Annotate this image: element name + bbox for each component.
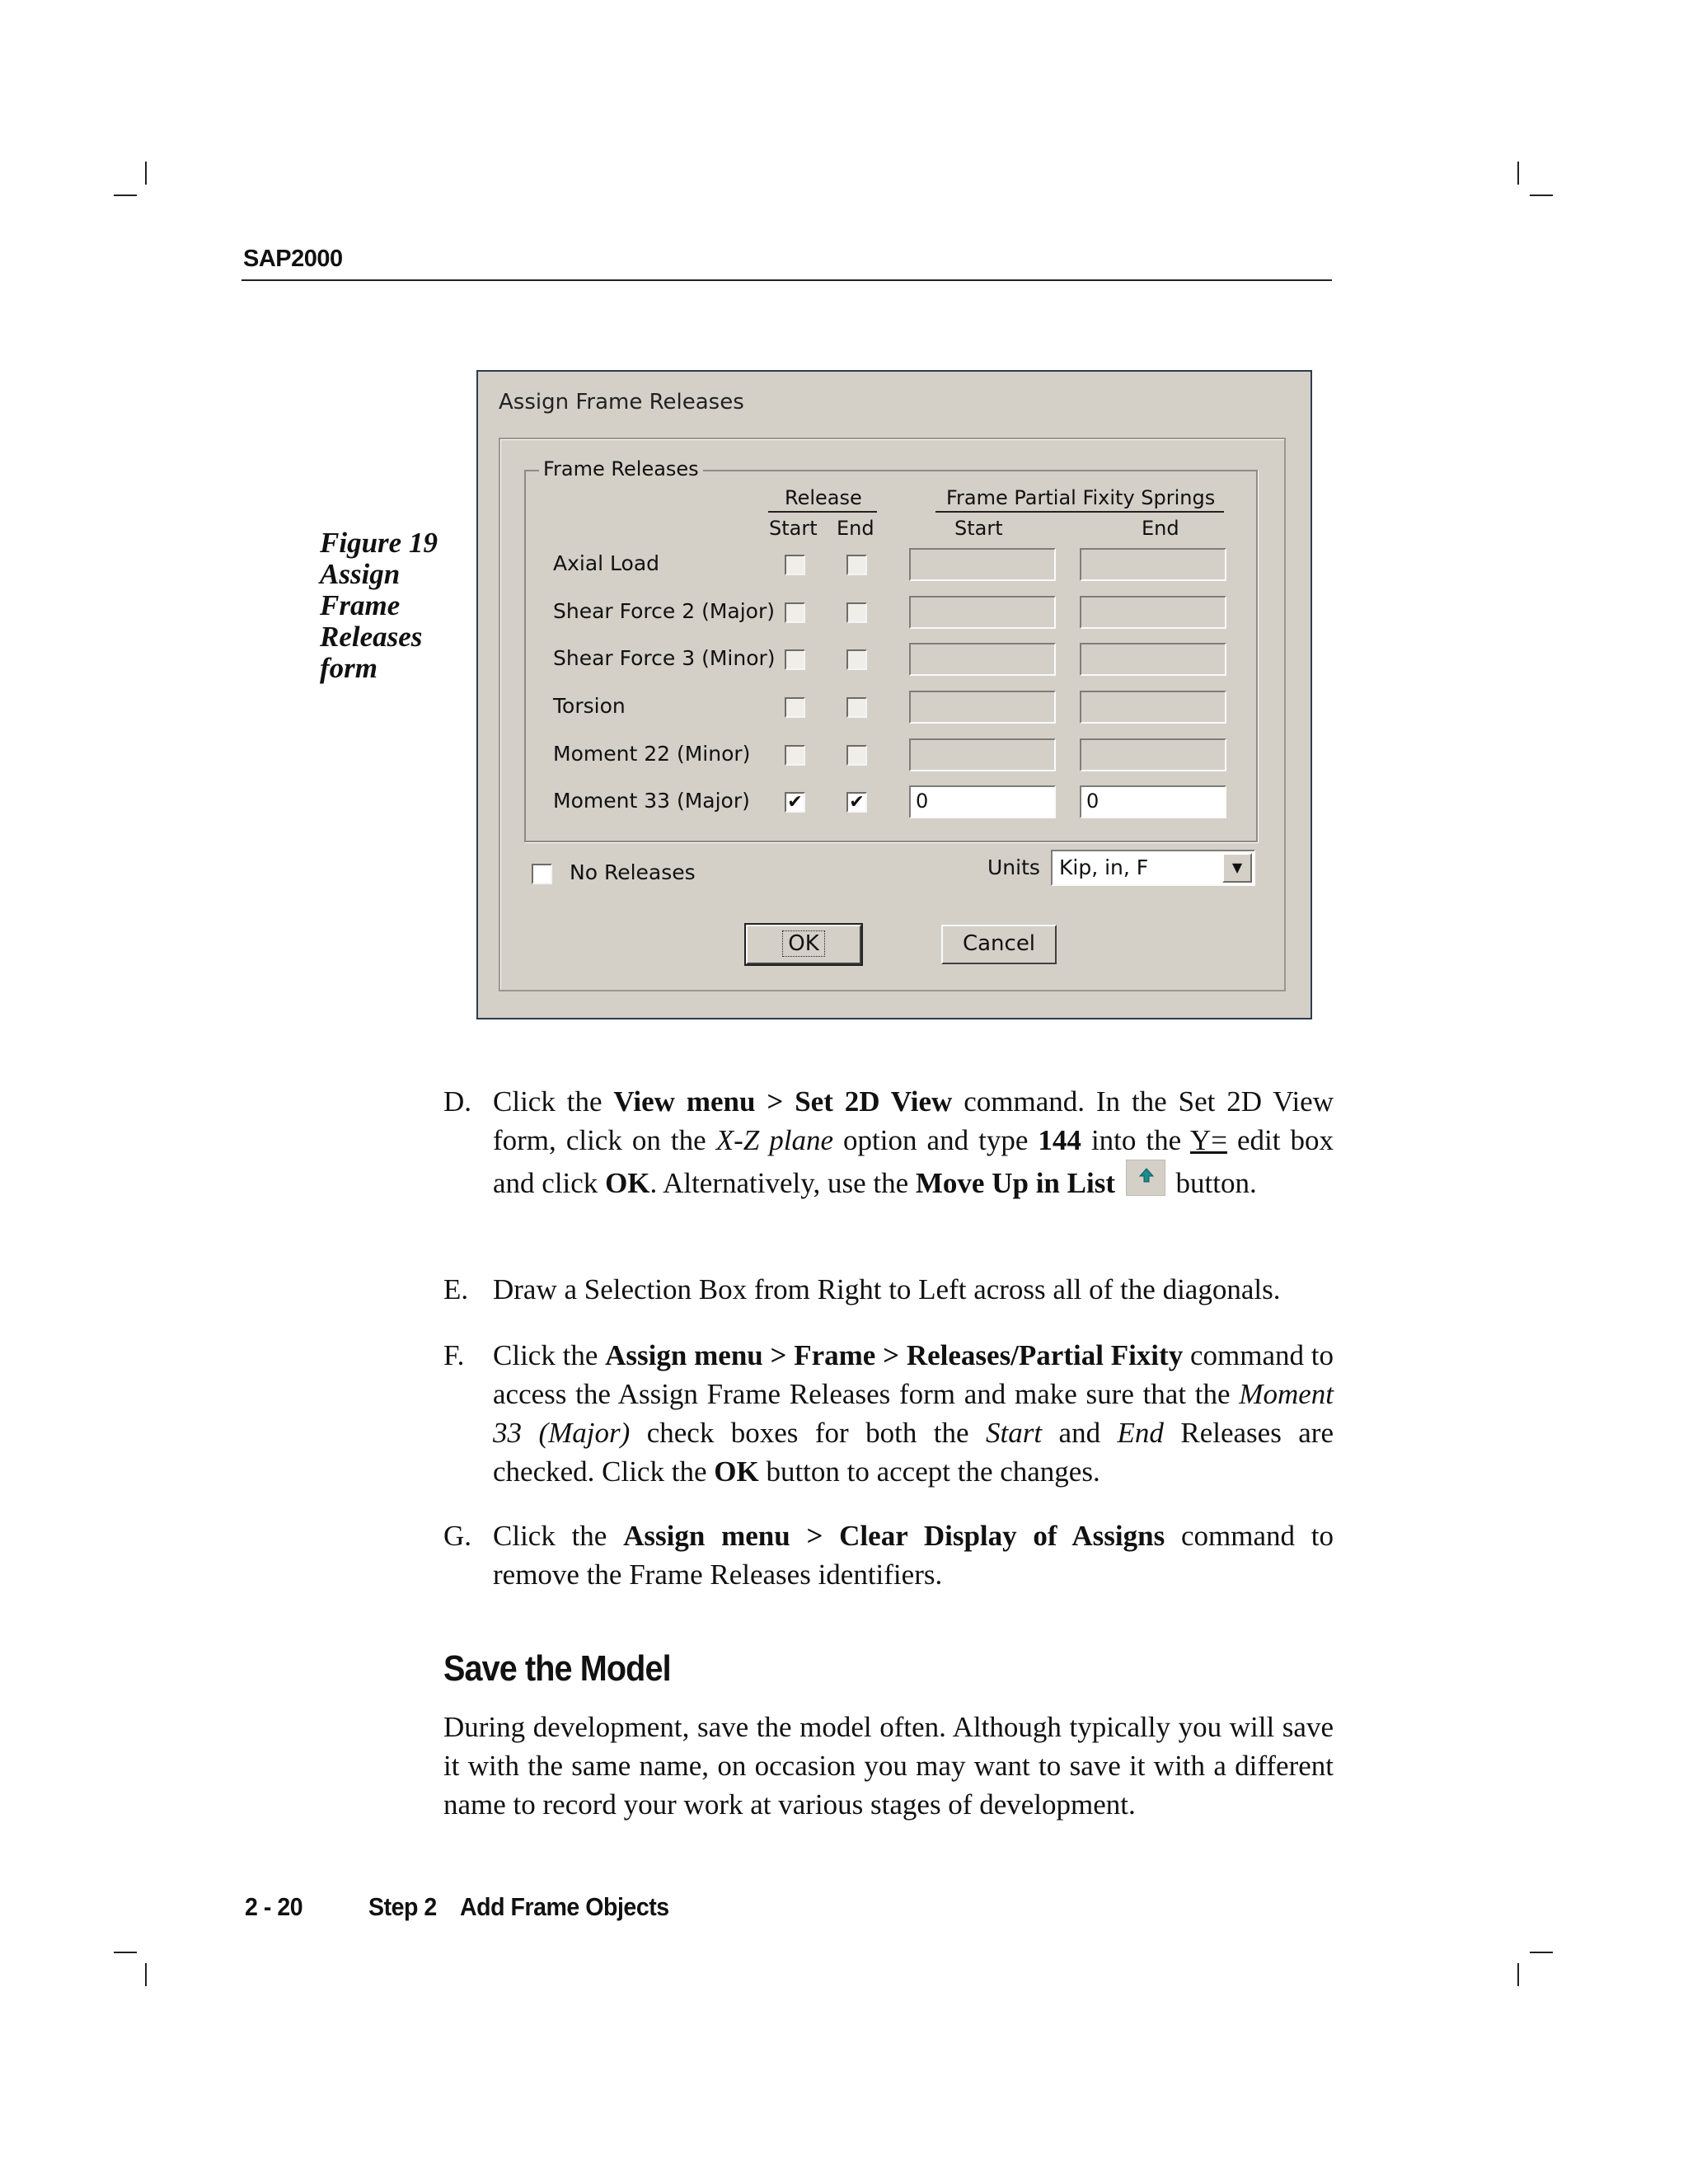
assign-frame-releases-dialog — [476, 370, 1312, 1019]
crop-mark — [1530, 1952, 1553, 1953]
text-run: command. In the Set 2D View form, click on the — [493, 1085, 1334, 1156]
release-header-rule — [768, 511, 877, 513]
text-italic: End — [1117, 1417, 1164, 1449]
crop-mark — [145, 1963, 147, 1986]
spring-start-field[interactable]: 0 — [909, 785, 1056, 818]
step-f — [443, 1336, 1334, 1491]
step-text: Draw a Selection Box from Right to Left across all of the diagonals. — [493, 1273, 1281, 1305]
caption-line: Figure 19 — [320, 527, 438, 559]
caption-line: form — [320, 652, 377, 684]
release-end-checkbox[interactable] — [846, 602, 867, 623]
release-end-checkbox[interactable] — [846, 555, 867, 575]
text-bold: 144 — [1038, 1124, 1081, 1156]
units-value: Kip, in, F — [1059, 855, 1149, 879]
spring-end-field[interactable] — [1080, 548, 1226, 581]
header-rule — [241, 279, 1332, 281]
running-header: SAP2000 — [243, 246, 343, 272]
crop-mark — [1530, 194, 1553, 196]
step-text — [493, 1336, 1334, 1491]
move-up-in-list-icon — [1126, 1160, 1165, 1196]
section-body: During development, save the model often. Although typically you will save it with the same name, on occasion you may want to save it with a different name to record your work at various stages of development. — [443, 1711, 1334, 1821]
step-letter: D. — [443, 1085, 472, 1118]
release-row-label: Axial Load — [553, 551, 660, 575]
spring-start-field[interactable] — [909, 596, 1056, 629]
dialog-title: Assign Frame Releases — [499, 390, 744, 415]
text-bold: Assign menu > Clear Display of Assigns — [623, 1520, 1165, 1552]
release-end-checkbox[interactable] — [846, 745, 867, 766]
release-start-checkbox[interactable] — [785, 649, 805, 670]
step-text — [493, 1082, 1334, 1202]
text-run: button to accept the changes. — [758, 1455, 1100, 1488]
text-run: Click the — [493, 1520, 624, 1552]
spring-end-field[interactable] — [1080, 691, 1226, 724]
text-underline: Y= — [1189, 1124, 1227, 1156]
text-bold: Assign menu > Frame > Releases/Partial Fixity — [605, 1339, 1184, 1371]
text-italic: Start — [986, 1417, 1043, 1449]
step-e — [443, 1270, 1334, 1309]
release-start-checkbox[interactable] — [785, 697, 805, 718]
step-letter: F. — [443, 1339, 465, 1371]
spring-end-field[interactable] — [1080, 643, 1226, 676]
spring-end-header: End — [1142, 517, 1179, 540]
release-start-checkbox[interactable] — [785, 602, 805, 623]
group-label: Frame Releases — [539, 457, 703, 480]
step-d — [443, 1082, 1334, 1202]
release-row-label: Shear Force 2 (Major) — [553, 599, 775, 623]
figure-caption — [320, 527, 438, 684]
text-run: and — [1042, 1417, 1118, 1449]
spring-start-field[interactable] — [909, 643, 1056, 676]
text-run: . Alternatively, use the — [649, 1167, 916, 1199]
spring-end-field[interactable] — [1080, 596, 1226, 629]
section-title: Save the Model — [443, 1648, 671, 1689]
units-label: Units — [987, 855, 1040, 879]
springs-header-rule — [935, 511, 1224, 513]
release-start-header: Start — [769, 517, 818, 540]
text-run: check boxes for both the — [630, 1417, 987, 1449]
spring-start-header: Start — [954, 517, 1003, 540]
springs-header: Frame Partial Fixity Springs — [946, 486, 1216, 509]
text-run: Releases are checked. Click the — [493, 1417, 1334, 1488]
caption-line: Releases — [320, 621, 423, 653]
no-releases-checkbox[interactable] — [532, 864, 552, 884]
spring-end-field[interactable] — [1080, 738, 1226, 771]
text-run: Click the — [493, 1339, 606, 1371]
text-run: button. — [1168, 1167, 1257, 1199]
step-g — [443, 1516, 1334, 1594]
release-row-label: Moment 33 (Major) — [553, 789, 750, 813]
ok-button-label: OK — [782, 930, 825, 957]
caption-line: Assign — [320, 558, 401, 590]
text-run: command to access the Assign Frame Releases form and make sure that the — [493, 1339, 1334, 1410]
text-bold: Move Up in List — [915, 1167, 1115, 1199]
cancel-button[interactable]: Cancel — [941, 925, 1057, 964]
release-header: Release — [785, 486, 862, 509]
release-row-label: Shear Force 3 (Minor) — [553, 646, 776, 670]
release-start-checkbox[interactable] — [785, 745, 805, 766]
release-end-checkbox[interactable]: ✔ — [846, 792, 867, 813]
spring-end-field[interactable]: 0 — [1080, 785, 1226, 818]
crop-mark — [114, 1952, 137, 1953]
ok-button[interactable] — [746, 925, 861, 964]
caption-line: Frame — [320, 589, 401, 621]
step-text — [493, 1516, 1334, 1594]
crop-mark — [1517, 162, 1519, 185]
crop-mark — [145, 162, 147, 185]
text-run: Click the — [493, 1085, 614, 1118]
text-run: into the — [1081, 1124, 1190, 1156]
text-run: edit box and click — [493, 1124, 1334, 1199]
crop-mark — [1517, 1963, 1519, 1986]
page-number: 2 - 20 — [245, 1892, 303, 1921]
release-start-checkbox[interactable] — [785, 555, 805, 575]
crop-mark — [114, 194, 137, 196]
release-end-checkbox[interactable] — [846, 649, 867, 670]
text-italic: X-Z plane — [715, 1124, 834, 1156]
text-run: option and type — [833, 1124, 1039, 1156]
text-bold: OK — [714, 1455, 759, 1488]
dropdown-arrow-icon[interactable]: ▼ — [1222, 853, 1252, 883]
step-letter: E. — [443, 1273, 469, 1305]
footer-chapter: Add Frame Objects — [460, 1892, 669, 1921]
text-bold: View menu > Set 2D View — [613, 1085, 953, 1118]
text-bold: OK — [605, 1167, 650, 1199]
release-start-checkbox[interactable]: ✔ — [785, 792, 805, 813]
text-run: command to remove the Frame Releases identifiers. — [493, 1520, 1334, 1591]
release-row-label: Torsion — [553, 694, 626, 718]
release-end-header: End — [837, 517, 874, 540]
release-row-label: Moment 22 (Minor) — [553, 742, 751, 766]
spring-start-field[interactable] — [909, 548, 1056, 581]
release-end-checkbox[interactable] — [846, 697, 867, 718]
no-releases-label: No Releases — [570, 860, 696, 884]
spring-start-field[interactable] — [909, 691, 1056, 724]
text-italic: Moment 33 (Major) — [493, 1378, 1334, 1449]
spring-start-field[interactable] — [909, 738, 1056, 771]
units-select[interactable] — [1051, 850, 1255, 886]
footer-step: Step 2 — [368, 1892, 437, 1921]
step-letter: G. — [443, 1520, 472, 1552]
